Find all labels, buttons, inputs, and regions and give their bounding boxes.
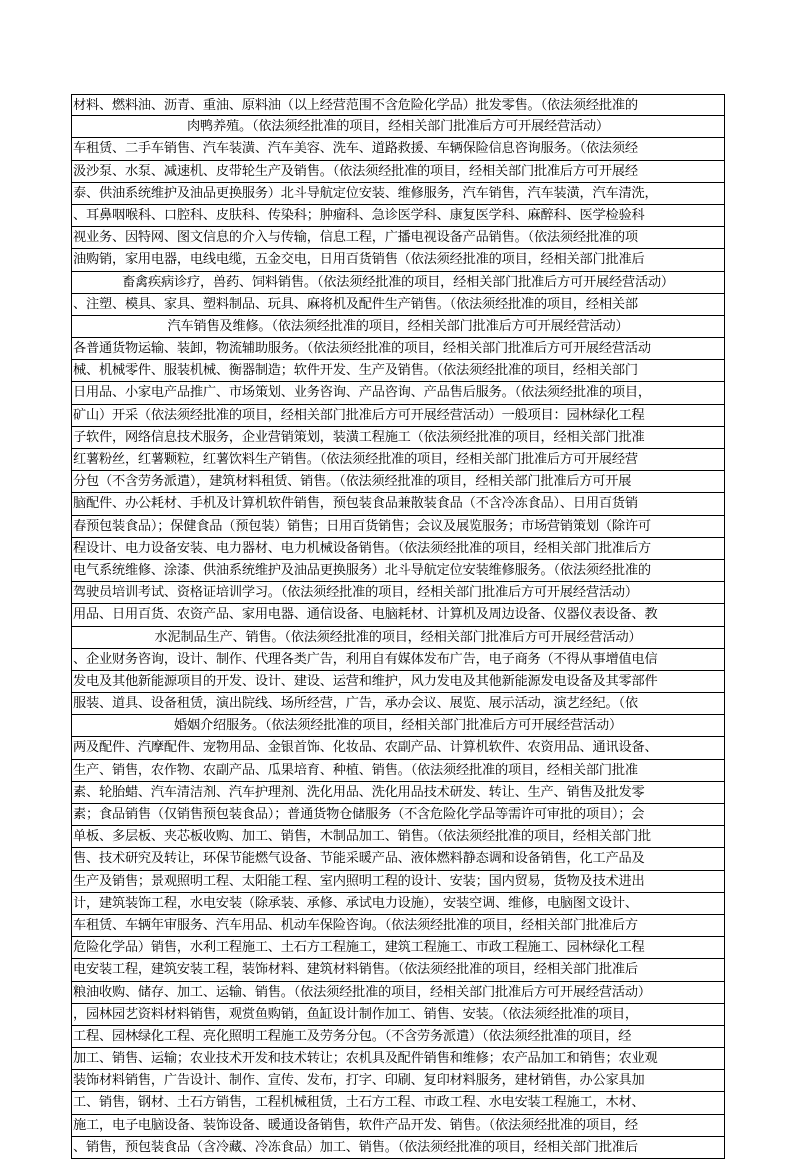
table-row: 加工、销售、运输；农业技术开发和技术转让；农机具及配件销售和维修；农产品加工和销售；农业观 [71, 1048, 725, 1070]
table-row: 红薯粉丝，红薯颗粒，红薯饮料生产销售。（依法须经批准的项目，经相关部门批准后方可开展经营 [71, 449, 725, 471]
table-row: 视业务、因特网、图文信息的介入与传输，信息工程，广播电视设备产品销售。（依法须经批准的项 [71, 227, 725, 249]
table-row: 、注塑、模具、家具、塑料制品、玩具、麻将机及配件生产销售。（依法须经批准的项目，经相关部 [71, 294, 725, 316]
table-row: 泰、供油系统维护及油品更换服务）北斗导航定位安装、维修服务，汽车销售，汽车装潢，汽车清洗， [71, 183, 725, 205]
table-row: 程设计、电力设备安装、电力器材、电力机械设备销售。（依法须经批准的项目，经相关部门批准后方 [71, 538, 725, 560]
table-row: 、企业财务咨询，设计、制作、代理各类广告，利用自有媒体发布广告，电子商务（不得从事增值电信 [71, 649, 725, 671]
table-row: 生产、销售，农作物、农副产品、瓜果培育、种植、销售。（依法须经批准的项目，经相关部门批准 [71, 760, 725, 782]
table-row: 油购销，家用电器，电线电缆，五金交电，日用百货销售（依法须经批准的项目，经相关部门批准后 [71, 249, 725, 271]
table-row: 发电及其他新能源项目的开发、设计、建设、运营和维护，风力发电及其他新能源发电设备及其零部件 [71, 671, 725, 693]
table-row: 施工，电子电脑设备、装饰设备、暖通设备销售，软件产品开发、销售。（依法须经批准的项目，经 [71, 1115, 725, 1137]
table-row: 汽车销售及维修。（依法须经批准的项目，经相关部门批准后方可开展经营活动） [71, 316, 725, 338]
table-row: 、销售，预包装食品（含冷藏、冷冻食品）加工、销售。（依法须经批准的项目，经相关部门批准后 [71, 1137, 725, 1159]
table-row: 分包（不含劳务派遣），建筑材料租赁、销售。（依法须经批准的项目，经相关部门批准后方可开展 [71, 471, 725, 493]
table-row: 水泥制品生产、销售。（依法须经批准的项目，经相关部门批准后方可开展经营活动） [71, 627, 725, 649]
table-row: 日用品、小家电产品推广、市场策划、业务咨询、产品咨询、产品售后服务。（依法须经批准的项目， [71, 382, 725, 404]
table-row: 畜禽疾病诊疗，兽药、饲料销售。（依法须经批准的项目，经相关部门批准后方可开展经营活动） [71, 272, 725, 294]
table-row: 装饰材料销售，广告设计、制作、宣传、发布，打字、印刷、复印材料服务，建材销售，办公家具加 [71, 1070, 725, 1092]
table-row: 单板、多层板、夹芯板收购、加工、销售，木制品加工、销售。（依法须经批准的项目，经相关部门批 [71, 826, 725, 848]
table-row: 驾驶员培训考试、资格证培训学习。（依法须经批准的项目，经相关部门批准后方可开展经营活动） [71, 582, 725, 604]
table-row: 电安装工程，建筑安装工程，装饰材料、建筑材料销售。（依法须经批准的项目，经相关部门批准后 [71, 959, 725, 981]
table-row: 脑配件、办公耗材、手机及计算机软件销售，预包装食品兼散装食品（不含冷冻食品）、日用百货销 [71, 493, 725, 515]
table-row: 计，建筑装饰工程，水电安装（除承装、承修、承试电力设施），安装空调、维修，电脑图文设计、 [71, 893, 725, 915]
business-scope-table [71, 94, 725, 1159]
table-row: 肉鸭养殖。（依法须经批准的项目，经相关部门批准后方可开展经营活动） [71, 116, 725, 138]
table-row: 用品、日用百货、农资产品、家用电器、通信设备、电脑耗材、计算机及周边设备、仪器仪表设备、教 [71, 604, 725, 626]
table-row: 危险化学品）销售，水利工程施工、土石方工程施工，建筑工程施工、市政工程施工、园林绿化工程 [71, 937, 725, 959]
table-rows [71, 94, 725, 1159]
table-row: 械、机械零件、服装机械、衡器制造；软件开发、生产及销售。（依法须经批准的项目，经相关部门 [71, 360, 725, 382]
table-row: 子软件，网络信息技术服务，企业营销策划，装潢工程施工（依法须经批准的项目，经相关部门批准 [71, 427, 725, 449]
table-row: 各普通货物运输、装卸，物流辅助服务。（依法须经批准的项目，经相关部门批准后方可开展经营活动 [71, 338, 725, 360]
table-row: 车租赁、二手车销售、汽车装潢、汽车美容、洗车、道路救援、车辆保险信息咨询服务。（依法须经 [71, 138, 725, 160]
table-row: 两及配件、汽摩配件、宠物用品、金银首饰、化妆品、农副产品、计算机软件、农资用品、通讯设备、 [71, 737, 725, 759]
table-row: 春预包装食品）；保健食品（预包装）销售；日用百货销售；会议及展览服务；市场营销策划（除许可 [71, 516, 725, 538]
table-row: 售、技术研究及转让，环保节能燃气设备、节能采暖产品、液体燃料静态调和设备销售，化工产品及 [71, 848, 725, 870]
table-row: 车租赁、车辆年审服务、汽车用品、机动车保险咨询。（依法须经批准的项目，经相关部门批准后方 [71, 915, 725, 937]
table-row: 电气系统维修、涂漆、供油系统维护及油品更换服务）北斗导航定位安装维修服务。（依法须经批准的 [71, 560, 725, 582]
table-row: 服装、道具、设备租赁，演出院线、场所经营，广告，承办会议、展览、展示活动，演艺经纪。（依 [71, 693, 725, 715]
table-row: 工、销售，钢材、土石方销售，工程机械租赁，土石方工程、市政工程、水电安装工程施工，木材、 [71, 1092, 725, 1114]
table-row: 婚姻介绍服务。（依法须经批准的项目，经相关部门批准后方可开展经营活动） [71, 715, 725, 737]
table-row: 工程、园林绿化工程、亮化照明工程施工及劳务分包。（不含劳务派遣）（依法须经批准的项目，经 [71, 1026, 725, 1048]
table-row: 粮油收购、储存、加工、运输、销售。（依法须经批准的项目，经相关部门批准后方可开展经营活动） [71, 982, 725, 1004]
table-row: 汲沙泵、水泵、减速机、皮带轮生产及销售。（依法须经批准的项目，经相关部门批准后方可开展经 [71, 161, 725, 183]
table-row: 矿山）开采（依法须经批准的项目，经相关部门批准后方可开展经营活动）一般项目：园林绿化工程 [71, 405, 725, 427]
table-row: 素、轮胎蜡、汽车清洁剂、汽车护理剂、洗化用品、洗化用品技术研发、转让、生产、销售及批发零 [71, 782, 725, 804]
table-row: 素；食品销售（仅销售预包装食品）；普通货物仓储服务（不含危险化学品等需许可审批的项目）；会 [71, 804, 725, 826]
table-row: 生产及销售；景观照明工程、太阳能工程、室内照明工程的设计、安装；国内贸易，货物及技术进出 [71, 871, 725, 893]
table-row: 、耳鼻咽喉科、口腔科、皮肤科、传染科；肿瘤科、急诊医学科、康复医学科、麻醉科、医学检验科 [71, 205, 725, 227]
table-row: ，园林园艺资料材料销售，观赏鱼购销，鱼缸设计制作加工、销售、安装。（依法须经批准的项目， [71, 1004, 725, 1026]
table-row: 材料、燃料油、沥青、重油、原料油（以上经营范围不含危险化学品）批发零售。（依法须经批准的 [71, 94, 725, 116]
